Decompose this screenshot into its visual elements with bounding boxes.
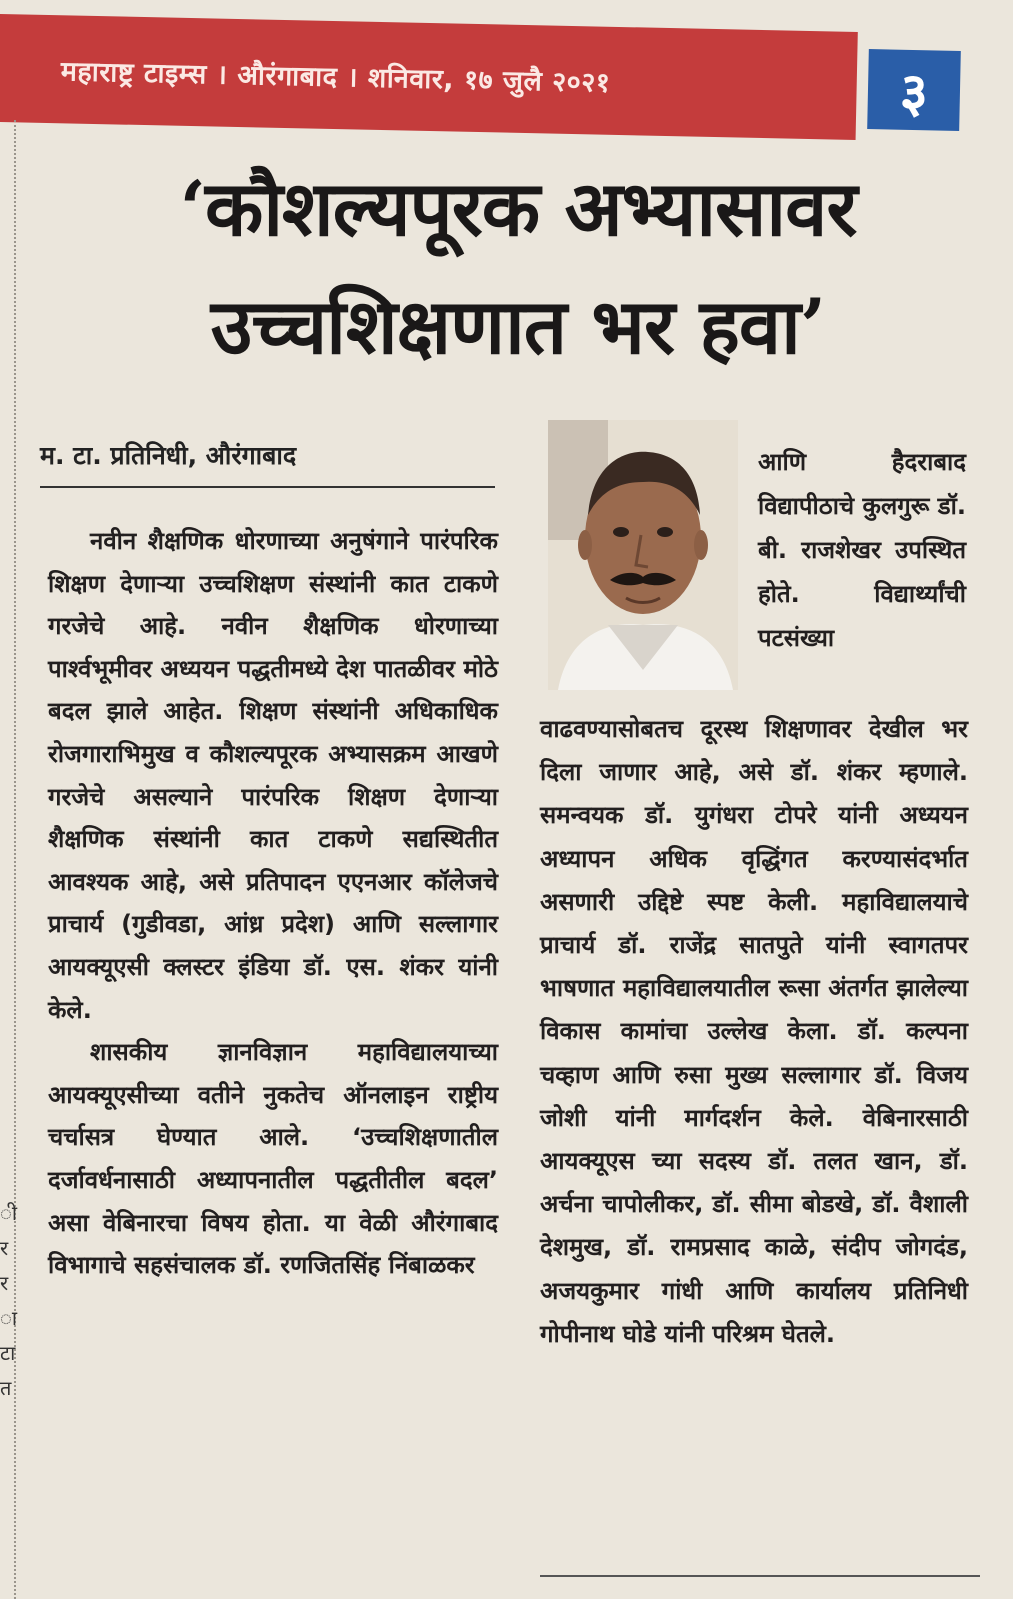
article-column-left [48, 520, 498, 1287]
adjacent-column-fragments [0, 1196, 16, 1406]
masthead-text: महाराष्ट्र टाइम्स । औरंगाबाद । शनिवार, १७ जुलै २०२१ [60, 55, 611, 99]
bottom-rule [540, 1575, 980, 1577]
article-column-right-top [758, 440, 966, 660]
fragment-char: र [0, 1236, 9, 1260]
byline: म. टा. प्रतिनिधी, औरंगाबाद [40, 438, 495, 488]
fragment-char: ा [0, 1306, 18, 1330]
masthead-band [0, 14, 858, 140]
fragment-char: ी [0, 1201, 18, 1225]
person-photo [548, 420, 738, 690]
article-paragraph-4: वाढवण्यासोबतच दूरस्थ शिक्षणावर देखील भर दिला जाणार आहे, असे डॉ. शंकर म्हणाले. समन्वयक डॉ. युगंधरा टोपरे यांनी अध्ययन अध्यापन अधिक वृद्धिंगत करण्यासंदर्भात असणारी उद्दिष्टे स्पष्ट केली. महाविद्यालयाचे प्राचार्य डॉ. राजेंद्र सातपुते यांनी स्वागतपर भाषणात महाविद्यालयातील रूसा अंतर्गत झालेल्या विकास कामांचा उल्लेख केला. डॉ. कल्पना चव्हाण आणि रुसा मुख्य सल्लागार डॉ. विजय जोशी यांनी मार्गदर्शन केले. वेबिनारसाठी आयक्यूएस च्या सदस्य डॉ. तलत खान, डॉ. अर्चना चापोलीकर, डॉ. सीमा बोडखे, डॉ. वैशाली देशमुख, डॉ. रामप्रसाद काळे, संदीप जोगदंड, अजयकुमार गांधी आणि कार्यालय प्रतिनिधी गोपीनाथ घोडे यांनी परिश्रम घेतले. [540, 715, 968, 1348]
fragment-char: र [0, 1271, 9, 1295]
fragment-char: त [0, 1376, 12, 1400]
portrait-illustration [548, 420, 738, 690]
page-number-badge: ३ [867, 49, 961, 131]
article-column-right [540, 708, 968, 1356]
article-paragraph-2: शासकीय ज्ञानविज्ञान महाविद्यालयाच्या आयक्यूएसीच्या वतीने नुकतेच ऑनलाइन राष्ट्रीय चर्चासत्र घेण्यात आले. ‘उच्चशिक्षणातील दर्जावर्धनासाठी अध्यापनातील पद्धतीतील बदल’ असा वेबिनारचा विषय होता. या वेळी औरंगाबाद विभागाचे सहसंचालक डॉ. रणजितसिंह निंबाळकर [48, 1038, 498, 1280]
article-paragraph-3: आणि हैदराबाद विद्यापीठाचे कुलगुरू डॉ. बी. राजशेखर उपस्थित होते. विद्यार्थ्यांची पटसंख्या [758, 448, 966, 652]
fragment-char: टा [0, 1341, 16, 1365]
article-headline [48, 150, 988, 386]
article-paragraph-1: नवीन शैक्षणिक धोरणाच्या अनुषंगाने पारंपरिक शिक्षण देणाऱ्या उच्चशिक्षण संस्थांनी कात टाकणे गरजेचे आहे. नवीन शैक्षणिक धोरणाच्या पार्श्वभूमीवर अध्ययन पद्धतीमध्ये देश पातळीवर मोठे बदल झाले आहेत. शिक्षण संस्थांनी अधिकाधिक रोजगाराभिमुख व कौशल्यपूरक अभ्यासक्रम आखणे गरजेचे असल्याने पारंपरिक शिक्षण देणाऱ्या शैक्षणिक संस्थांनी कात टाकणे सद्यस्थितीत आवश्यक आहे, असे प्रतिपादन एएनआर कॉलेजचे प्राचार्य (गुडीवडा, आंध्र प्रदेश) आणि सल्लागार आयक्यूएसी क्लस्टर इंडिया डॉ. एस. शंकर यांनी केले. [48, 527, 498, 1024]
headline-line-1: ‘कौशल्यपूरक अभ्यासावर [179, 164, 857, 253]
headline-line-2: उच्चशिक्षणात भर हवा’ [210, 282, 826, 371]
